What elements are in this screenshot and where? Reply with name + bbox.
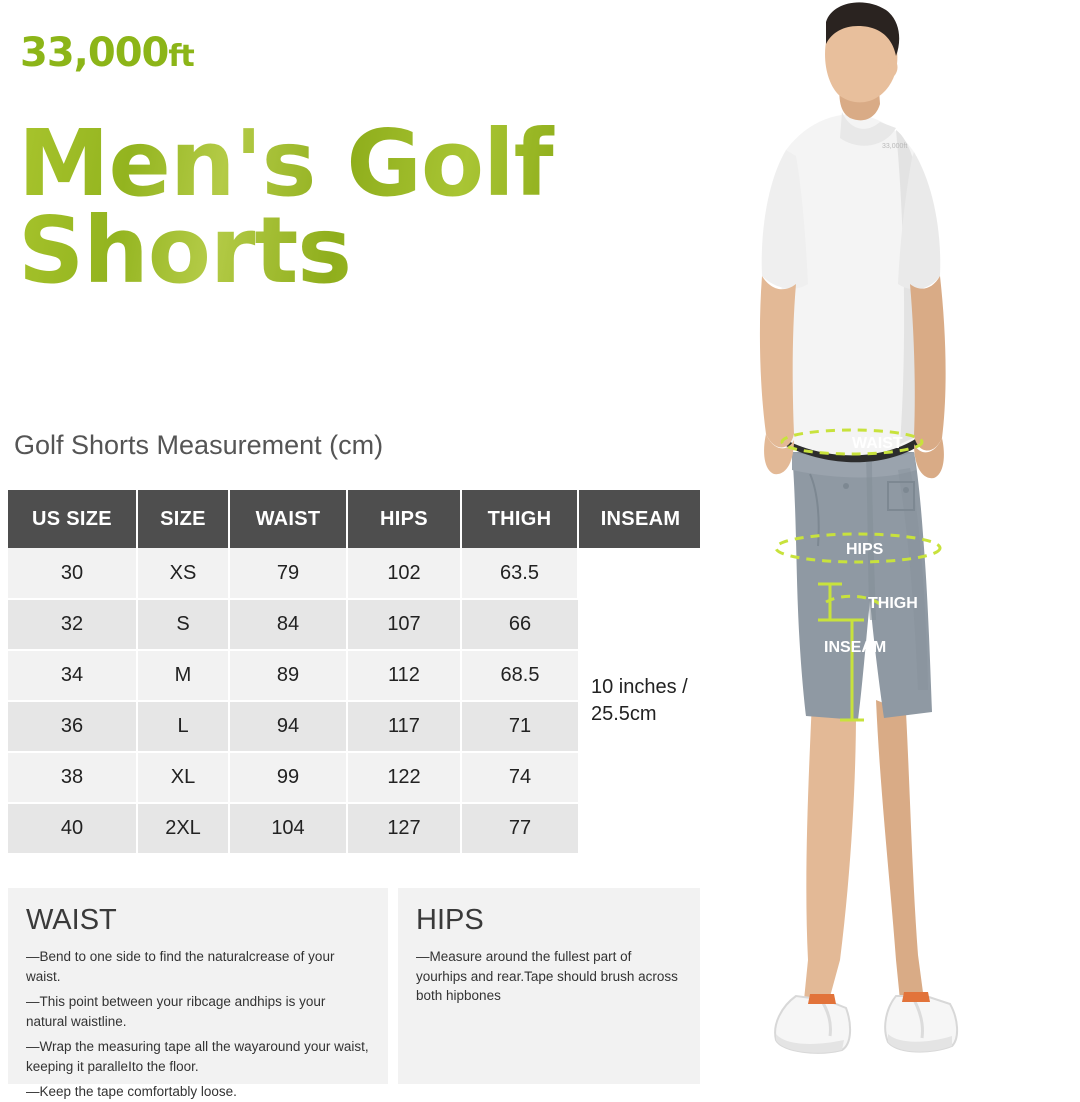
brand-name: 33,000 xyxy=(20,30,169,76)
table-row xyxy=(8,548,702,599)
table-caption: Golf Shorts Measurement (cm) xyxy=(14,430,384,460)
cell-us-size: 30 xyxy=(8,548,137,599)
cell-hips: 122 xyxy=(347,752,461,803)
cell-waist: 84 xyxy=(229,599,347,650)
brand-logo xyxy=(20,30,194,76)
note-line: —Bend to one side to find the naturalcrease of your waist. xyxy=(26,949,335,984)
cell-us-size: 40 xyxy=(8,803,137,854)
cell-size: S xyxy=(137,599,229,650)
column-header-size: SIZE xyxy=(137,490,229,548)
cell-hips: 127 xyxy=(347,803,461,854)
svg-text:33,000ft: 33,000ft xyxy=(882,143,908,150)
cell-us-size: 34 xyxy=(8,650,137,701)
cell-waist: 99 xyxy=(229,752,347,803)
cell-size: L xyxy=(137,701,229,752)
column-header-waist: WAIST xyxy=(229,490,347,548)
cell-hips: 107 xyxy=(347,599,461,650)
cell-inseam: 10 inches / 25.5cm xyxy=(578,548,702,854)
cell-thigh: 71 xyxy=(461,701,578,752)
note-panel-waist xyxy=(8,888,388,1100)
column-header-inseam: INSEAM xyxy=(578,490,702,548)
brand-suffix: ft xyxy=(168,39,194,74)
column-header-us-size: US SIZE xyxy=(8,490,137,548)
cell-thigh: 74 xyxy=(461,752,578,803)
cell-waist: 79 xyxy=(229,548,347,599)
cell-size: XS xyxy=(137,548,229,599)
note-line: —Measure around the fullest part of yourhips and rear.Tape should brush across both hipbones xyxy=(416,949,678,1004)
table-header-row xyxy=(8,490,702,548)
cell-waist: 94 xyxy=(229,701,347,752)
cell-us-size: 32 xyxy=(8,599,137,650)
note-title-hips: HIPS xyxy=(416,904,484,936)
cell-thigh: 63.5 xyxy=(461,548,578,599)
cell-waist: 104 xyxy=(229,803,347,854)
model-illustration xyxy=(700,0,1080,1091)
svg-text:THIGH: THIGH xyxy=(868,595,918,612)
column-header-thigh: THIGH xyxy=(461,490,578,548)
cell-thigh: 68.5 xyxy=(461,650,578,701)
cell-size: XL xyxy=(137,752,229,803)
cell-size: 2XL xyxy=(137,803,229,854)
cell-size: M xyxy=(137,650,229,701)
column-header-hips: HIPS xyxy=(347,490,461,548)
cell-thigh: 77 xyxy=(461,803,578,854)
note-line: —Wrap the measuring tape all the wayaround your waist, keeping it paralleIto the floor. xyxy=(26,1039,369,1074)
page-title xyxy=(18,110,638,305)
cell-hips: 117 xyxy=(347,701,461,752)
model-photo xyxy=(700,0,1080,1091)
svg-text:HIPS: HIPS xyxy=(846,541,884,558)
note-line: —Keep the tape comfortably loose. xyxy=(26,1084,237,1100)
cell-hips: 102 xyxy=(347,548,461,599)
cell-waist: 89 xyxy=(229,650,347,701)
page-title-line1: Men's Golf xyxy=(18,110,553,217)
cell-us-size: 36 xyxy=(8,701,137,752)
note-title-waist: WAIST xyxy=(26,904,117,936)
svg-text:INSEAM: INSEAM xyxy=(824,639,887,656)
cell-thigh: 66 xyxy=(461,599,578,650)
note-panel-hips xyxy=(398,888,702,1084)
note-line: —This point between your ribcage andhips is your natural waistline. xyxy=(26,994,326,1029)
cell-us-size: 38 xyxy=(8,752,137,803)
size-table xyxy=(8,490,702,855)
cell-hips: 112 xyxy=(347,650,461,701)
page-title-line2: Shorts xyxy=(18,197,352,305)
svg-text:WAIST: WAIST xyxy=(852,435,903,452)
